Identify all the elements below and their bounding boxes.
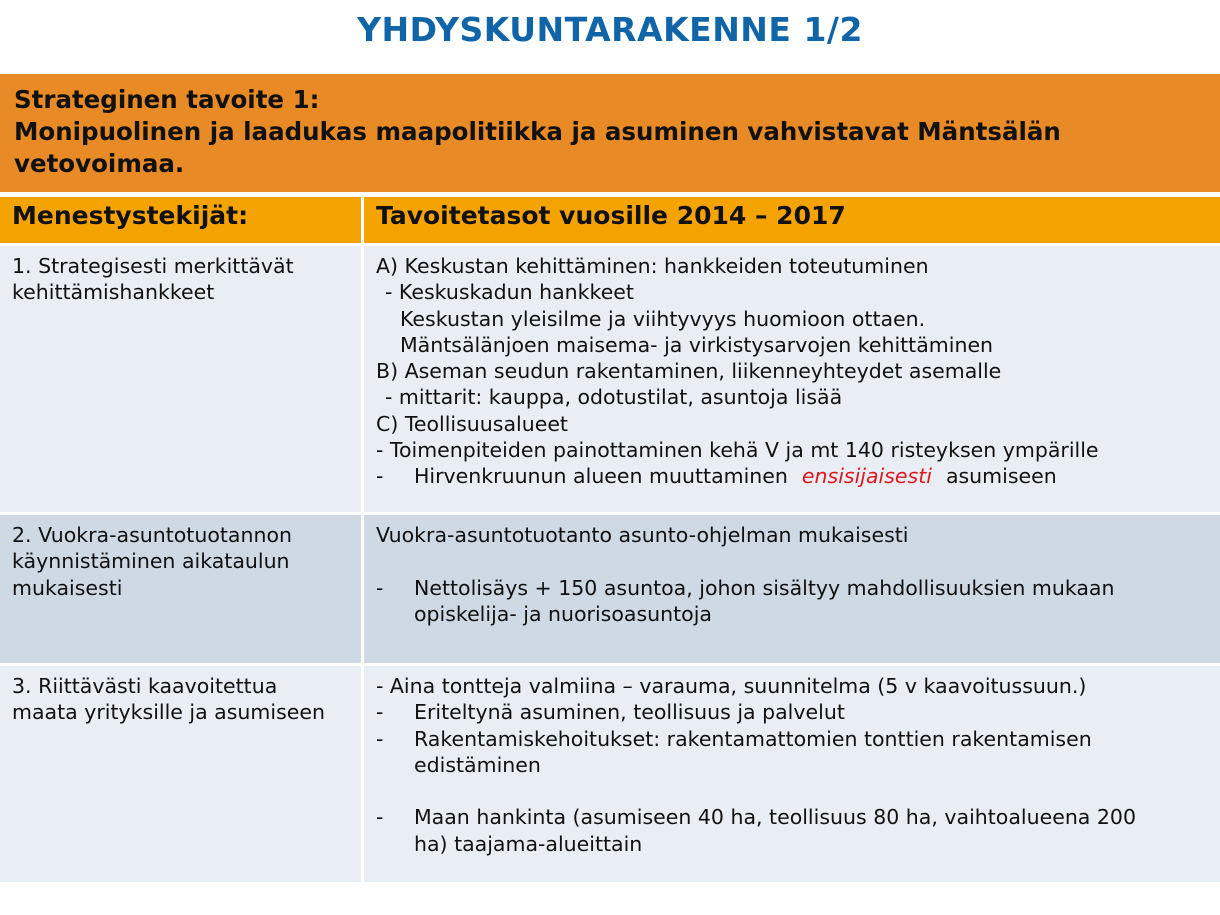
- target-line: B) Aseman seudun rakentaminen, liikenneyhteydet asemalle: [376, 359, 1002, 384]
- target-bullet: [376, 699, 1208, 725]
- dash-marker: -: [376, 464, 384, 489]
- target-bullet: [376, 575, 1208, 601]
- factor-line: kehittämishankkeet: [12, 280, 215, 305]
- goal-text-line-1: Monipuolinen ja laadukas maapolitiikka ja asuminen vahvistavat Mäntsälän: [14, 117, 1061, 146]
- target-line: - mittarit: kauppa, odotustilat, asuntoja lisää: [385, 385, 843, 410]
- bullet-text: Maan hankinta (asumiseen 40 ha, teollisuus 80 ha, vaihtoalueena 200: [414, 805, 1137, 830]
- bullet-text: Hirvenkruunun alueen muuttaminen: [414, 464, 788, 489]
- target-line: - Toimenpiteiden painottaminen kehä V ja mt 140 risteyksen ympärille: [376, 438, 1099, 463]
- dash-marker: -: [376, 805, 384, 830]
- target-line: C) Teollisuusalueet: [376, 411, 568, 436]
- factor-line: käynnistäminen aikataulun: [12, 549, 290, 574]
- factor-line: 2. Vuokra-asuntotuotannon: [12, 523, 293, 547]
- strategic-goal-banner: [0, 74, 1220, 192]
- emphasis-text: ensisijaisesti: [801, 464, 932, 489]
- factor-line: 1. Strategisesti merkittävät: [12, 254, 294, 278]
- header-target-levels: Tavoitetasot vuosille 2014 – 2017: [364, 197, 1220, 243]
- dash-marker: -: [376, 575, 384, 600]
- header-success-factors: Menestystekijät:: [0, 197, 361, 243]
- target-line: Mäntsälänjoen maisema- ja virkistysarvojen kehittäminen: [400, 332, 994, 357]
- row-1-targets: [364, 246, 1220, 512]
- row-3-factor: [0, 666, 361, 882]
- target-bullet: [376, 463, 1208, 489]
- row-2-targets: [364, 515, 1220, 663]
- target-bullet: [376, 804, 1208, 830]
- slide-title: YHDYSKUNTARAKENNE 1/2: [357, 10, 863, 49]
- target-line: Keskustan yleisilme ja viihtyvyys huomioon ottaen.: [400, 306, 926, 331]
- bullet-continuation: opiskelija- ja nuorisoasuntoja: [414, 601, 712, 626]
- factor-line: 3. Riittävästi kaavoitettua: [12, 674, 278, 698]
- bullet-text: Eriteltynä asuminen, teollisuus ja palvelut: [414, 700, 845, 725]
- target-line: - Aina tontteja valmiina – varauma, suunnitelma (5 v kaavoitussuun.): [376, 674, 1087, 698]
- dash-marker: -: [376, 726, 384, 751]
- factor-line: maata yrityksille ja asumiseen: [12, 700, 325, 725]
- row-3-targets: [364, 666, 1220, 882]
- target-line: - Keskuskadun hankkeet: [385, 280, 634, 305]
- row-2-factor: [0, 515, 361, 663]
- target-line: Vuokra-asuntotuotanto asunto-ohjelman mukaisesti: [376, 523, 909, 547]
- bullet-text: Rakentamiskehoitukset: rakentamattomien tonttien rakentamisen: [414, 726, 1092, 751]
- target-bullet: [376, 726, 1208, 752]
- bullet-text: Nettolisäys + 150 asuntoa, johon sisältyy mahdollisuuksien mukaan: [414, 575, 1115, 600]
- factor-line: mukaisesti: [12, 575, 123, 600]
- row-1-factor: [0, 246, 361, 512]
- bullet-continuation: ha) taajama-alueittain: [414, 831, 643, 856]
- target-line: A) Keskustan kehittäminen: hankkeiden toteutuminen: [376, 254, 929, 278]
- bullet-continuation: edistäminen: [414, 752, 541, 777]
- goal-text-line-2: vetovoimaa.: [14, 149, 185, 178]
- bullet-text: asumiseen: [945, 464, 1057, 489]
- goal-label: Strateginen tavoite 1:: [14, 85, 320, 114]
- dash-marker: -: [376, 700, 384, 725]
